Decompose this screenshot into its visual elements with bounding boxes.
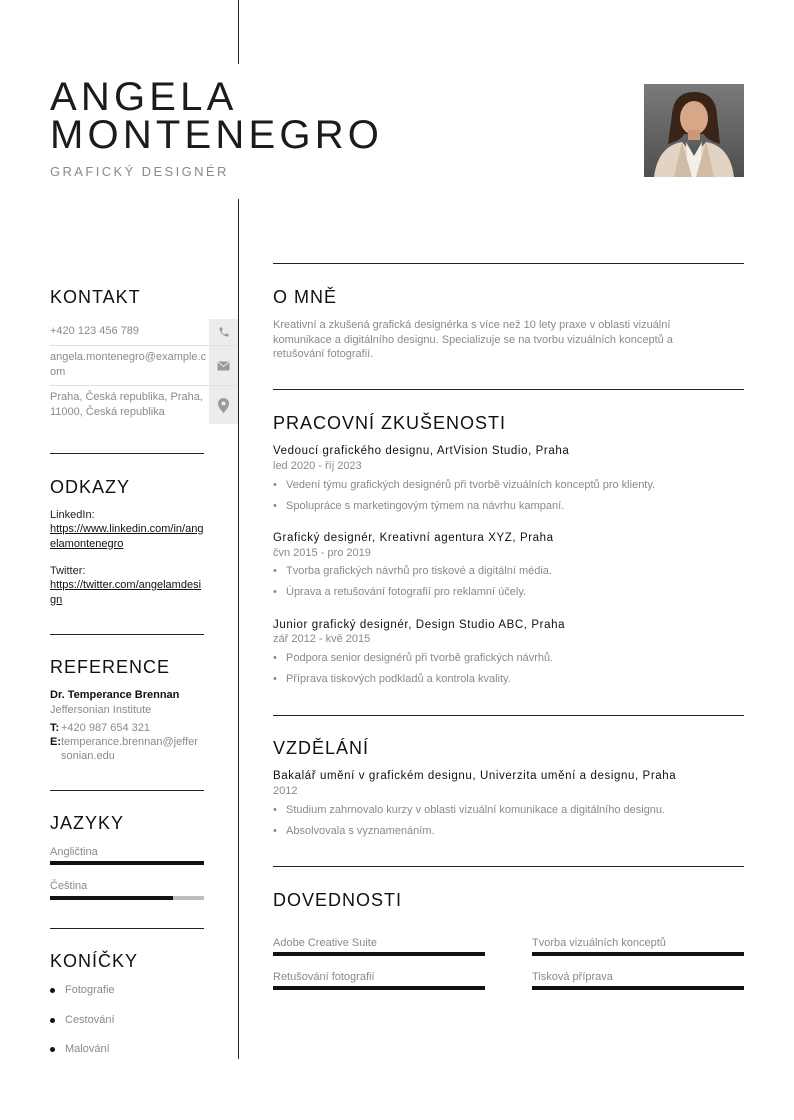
section-title-education: VZDĚLÁNÍ xyxy=(273,738,370,758)
skill-label: Tisková příprava xyxy=(532,971,613,983)
education-title: Bakalář umění v grafickém designu, Univerzita umění a designu, Praha xyxy=(273,770,677,782)
job-dates: zář 2012 - kvě 2015 xyxy=(273,633,371,645)
phone-icon xyxy=(209,319,238,345)
section-title-contact: KONTAKT xyxy=(50,287,141,307)
job-bullet: • Příprava tiskových podkladů a kontrola kvality. xyxy=(273,673,511,685)
map-pin-icon xyxy=(209,386,238,424)
language-level-bar xyxy=(50,896,204,900)
skill-label: Retušování fotografií xyxy=(273,971,375,983)
education-bullet-text: Studium zahrnovalo kurzy v oblasti vizuální komunikace a digitálního designu. xyxy=(286,804,666,816)
left-section-divider xyxy=(50,928,204,929)
language-label: Čeština xyxy=(50,880,88,892)
education-bullet: • Absolvovala s vyznamenáním. xyxy=(273,825,435,837)
envelope-icon xyxy=(209,346,238,385)
link-url-twitter[interactable]: https://twitter.com/angelamdesign xyxy=(50,579,202,606)
section-title-references: REFERENCE xyxy=(50,657,171,677)
education-year: 2012 xyxy=(273,785,298,797)
job-title: Vedoucí grafického designu, ArtVision Studio, Praha xyxy=(273,445,570,457)
first-name: ANGELA xyxy=(50,75,238,119)
hobby-item xyxy=(50,1014,115,1026)
hobby-label: Cestování xyxy=(65,1014,115,1026)
job-bullet-text: Spolupráce s marketingovým týmem na návrhu kampaní. xyxy=(286,500,565,512)
vertical-divider-top xyxy=(238,0,239,64)
right-section-divider xyxy=(273,715,744,716)
education-bullet: • Studium zahrnovalo kurzy v oblasti vizuální komunikace a digitálního designu. xyxy=(273,804,666,816)
bullet-dot-icon xyxy=(50,988,55,993)
language-level-fill xyxy=(50,896,173,900)
link-url-linkedin[interactable]: https://www.linkedin.com/in/angelamontenegro xyxy=(50,523,204,550)
bullet-dot-icon xyxy=(50,1018,55,1023)
link-label-twitter: Twitter: xyxy=(50,565,86,577)
job-bullet: • Úprava a retušování fotografií pro reklamní účely. xyxy=(273,586,527,598)
job-bullet: • Vedení týmu grafických designérů při tvorbě vizuálních konceptů pro klienty. xyxy=(273,479,656,491)
section-title-about: O MNĚ xyxy=(273,287,338,307)
left-section-divider xyxy=(50,790,204,791)
language-label: Angličtina xyxy=(50,846,98,858)
profile-photo xyxy=(644,84,744,177)
skill-level-bar xyxy=(532,952,744,956)
section-title-experience: PRACOVNÍ ZKUŠENOSTI xyxy=(273,413,507,433)
left-section-divider xyxy=(50,453,204,454)
job-bullet-text: Tvorba grafických návrhů pro tiskové a digitální média. xyxy=(286,565,552,577)
portrait-image xyxy=(644,84,744,177)
reference-email xyxy=(50,735,201,763)
bullet-dot-icon xyxy=(50,1047,55,1052)
contact-email xyxy=(50,346,238,385)
job-role: GRAFICKÝ DESIGNÉR xyxy=(50,164,229,179)
skill-level-bar xyxy=(273,986,485,990)
hobby-label: Fotografie xyxy=(65,984,115,996)
job-bullet: • Podpora senior designérů při tvorbě grafických návrhů. xyxy=(273,652,554,664)
reference-name: Dr. Temperance Brennan xyxy=(50,689,180,701)
skill-level-bar xyxy=(532,986,744,990)
right-section-divider xyxy=(273,263,744,264)
skill-label: Adobe Creative Suite xyxy=(273,937,377,949)
contact-phone-text: +420 123 456 789 xyxy=(50,325,140,337)
vertical-divider-main xyxy=(238,199,239,1059)
job-bullet-text: Vedení týmu grafických designérů při tvorbě vizuálních konceptů pro klienty. xyxy=(286,479,656,491)
job-bullet-text: Příprava tiskových podkladů a kontrola kvality. xyxy=(286,673,511,685)
reference-phone xyxy=(50,721,201,735)
right-section-divider xyxy=(273,866,744,867)
language-level-fill xyxy=(50,861,204,865)
hobby-item xyxy=(50,1043,110,1055)
last-name: MONTENEGRO xyxy=(50,113,384,157)
reference-institution: Jeffersonian Institute xyxy=(50,704,152,716)
education-bullet-text: Absolvovala s vyznamenáním. xyxy=(286,825,435,837)
reference-email-value: temperance.brennan@jeffersonian.edu xyxy=(61,736,198,762)
section-title-skills: DOVEDNOSTI xyxy=(273,890,403,910)
candidate-name xyxy=(50,75,384,157)
job-title: Junior grafický designér, Design Studio ABC, Praha xyxy=(273,619,566,631)
contact-address-text: Praha, Česká republika, Praha, 11000, Česká republika xyxy=(50,391,203,418)
contact-address xyxy=(50,386,238,424)
contact-phone xyxy=(50,319,238,345)
skill-label: Tvorba vizuálních konceptů xyxy=(532,937,666,949)
contact-email-text: angela.montenegro@example.com xyxy=(50,351,207,378)
job-bullet: • Tvorba grafických návrhů pro tiskové a digitální média. xyxy=(273,565,552,577)
job-bullet: • Spolupráce s marketingovým týmem na návrhu kampaní. xyxy=(273,500,565,512)
section-title-links: ODKAZY xyxy=(50,477,131,497)
job-dates: led 2020 - říj 2023 xyxy=(273,460,362,472)
reference-phone-key: T: xyxy=(50,722,60,734)
skill-level-bar xyxy=(273,952,485,956)
language-level-bar xyxy=(50,861,204,865)
section-title-hobbies: KONÍČKY xyxy=(50,951,139,971)
reference-phone-value: +420 987 654 321 xyxy=(61,722,151,734)
hobby-item xyxy=(50,984,115,996)
hobby-label: Malování xyxy=(65,1043,110,1055)
job-bullet-text: Podpora senior designérů při tvorbě grafických návrhů. xyxy=(286,652,554,664)
job-title: Grafický designér, Kreativní agentura XYZ, Praha xyxy=(273,532,554,544)
link-label-linkedin: LinkedIn: xyxy=(50,509,95,521)
right-section-divider xyxy=(273,389,744,390)
about-text: Kreativní a zkušená grafická designérka s více než 10 lety praxe v oblasti vizuální komunikace a digitálního designu. Specializuje se na tvorbu vizuálních konceptů a retušování fotografií. xyxy=(273,319,673,360)
left-section-divider xyxy=(50,634,204,635)
job-dates: čvn 2015 - pro 2019 xyxy=(273,547,371,559)
job-bullet-text: Úprava a retušování fotografií pro reklamní účely. xyxy=(286,586,527,598)
section-title-languages: JAZYKY xyxy=(50,813,125,833)
reference-email-key: E: xyxy=(50,736,61,748)
